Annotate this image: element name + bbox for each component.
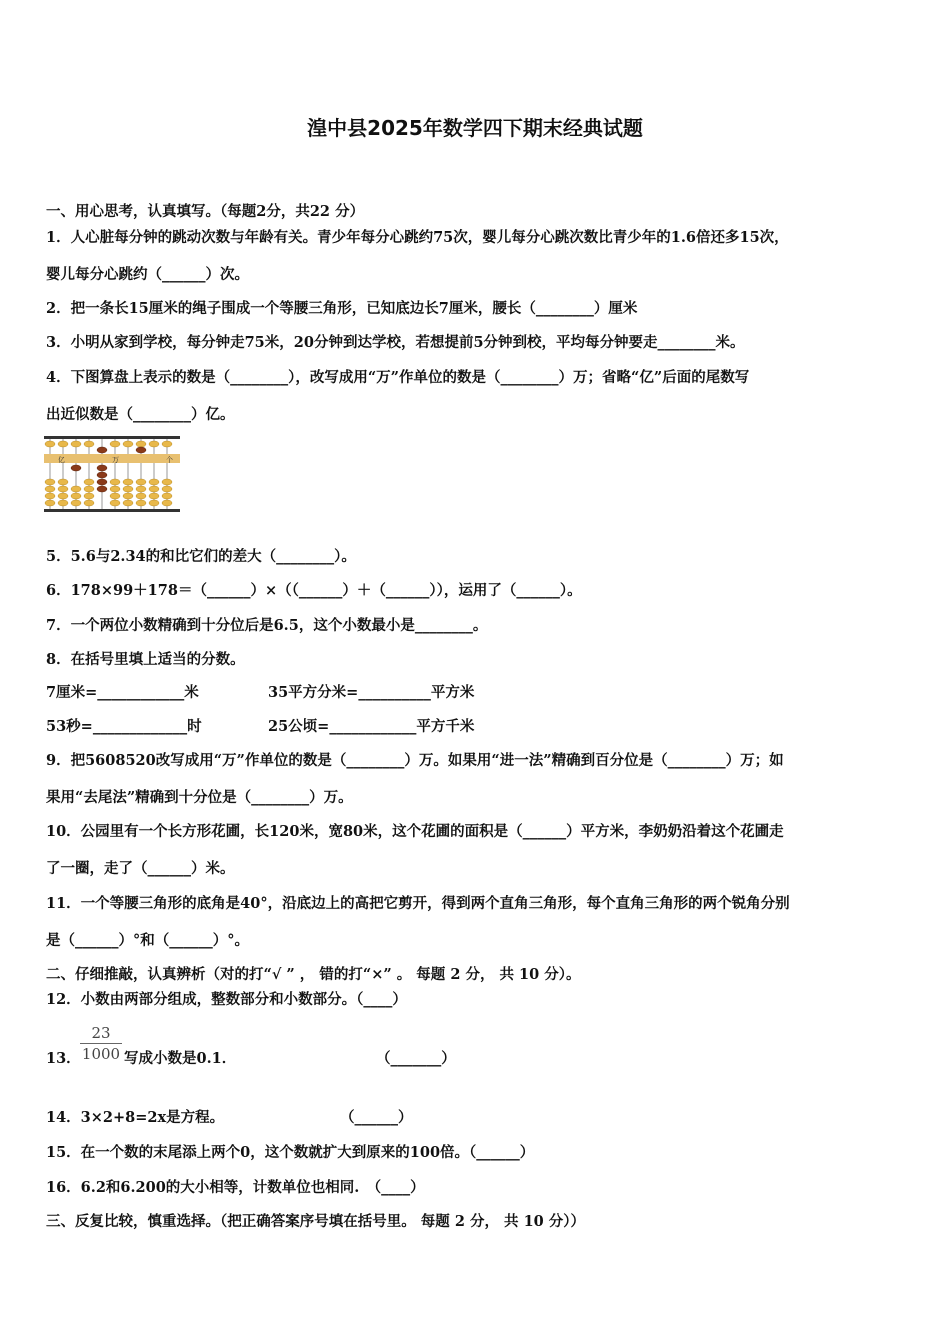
abacus-label-ge: 个	[166, 456, 173, 464]
question-6: 6．178×99＋178＝（______）×（（______）＋（______）），运用了（______）。	[46, 582, 582, 599]
question-1-line-2: 婴儿每分心跳约（______）次。	[46, 266, 249, 283]
question-11-line-1: 11．一个等腰三角形的底角是40°，沿底边上的高把它剪开，得到两个直角三角形，每个直角三角形的两个锐角分别	[46, 895, 790, 912]
section-3-heading: 三、反复比较，慎重选择。（把正确答案序号填在括号里。 每题 2 分， 共 10 分））	[46, 1213, 586, 1230]
page-title: 湟中县2025年数学四下期末经典试题	[307, 116, 643, 140]
section-2-heading: 二、仔细推敲，认真辨析（对的打“√ ” ， 错的打“×” 。 每题 2 分， 共 10 分）。	[46, 966, 581, 983]
abacus-label-wan: 万	[112, 456, 119, 464]
abacus-label-yi: 亿	[58, 456, 65, 464]
question-10-line-1: 10．公园里有一个长方形花圃，长120米，宽80米，这个花圃的面积是（______）平方米，李奶奶沿着这个花圃走	[46, 823, 784, 840]
question-13-text: 写成小数是0.1．	[124, 1050, 237, 1067]
question-9-line-2: 果用“去尾法”精确到十分位是（________）万。	[46, 789, 353, 806]
question-9-line-1: 9．把5608520改写成用“万”作单位的数是（________）万。如果用“进一法”精确到百分位是（________）万；如	[46, 752, 784, 769]
fraction-bar	[80, 1043, 122, 1044]
question-13-answer-blank: （_______）	[376, 1050, 456, 1067]
question-16: 16．6.2和6.200的大小相等，计数单位也相同. （____）	[46, 1179, 425, 1196]
fraction-numerator: 23	[91, 1024, 111, 1042]
question-14-text: 14．3×2+8=2x是方程。	[46, 1109, 225, 1126]
question-1-line-1: 1．人心脏每分钟的跳动次数与年龄有关。青少年每分心跳约75次，婴儿每分心跳次数比青少年的1.6倍还多15次，	[46, 229, 789, 246]
question-8-item-d: 25公顷=____________平方千米	[268, 718, 475, 735]
question-12: 12．小数由两部分组成，整数部分和小数部分。（____）	[46, 991, 407, 1008]
question-8-item-a: 7厘米=____________米	[46, 684, 199, 701]
question-8-item-c: 53秒=_____________时	[46, 718, 202, 735]
question-11-line-2: 是（______）°和（______）°。	[46, 932, 249, 949]
question-4-line-1: 4．下图算盘上表示的数是（________），改写成用“万”作单位的数是（________）万；省略“亿”后面的尾数写	[46, 369, 750, 386]
question-8: 8．在括号里填上适当的分数。	[46, 651, 245, 668]
question-10-line-2: 了一圈，走了（______）米。	[46, 860, 235, 877]
question-4-line-2: 出近似数是（________）亿。	[46, 406, 235, 423]
question-14-answer-blank: （______）	[340, 1109, 413, 1126]
question-5: 5．5.6与2.34的和比它们的差大（________）。	[46, 548, 356, 565]
question-2: 2．把一条长15厘米的绳子围成一个等腰三角形，已知底边长7厘米，腰长（________）厘米	[46, 300, 638, 317]
question-13-fraction	[80, 1024, 122, 1063]
question-8-item-b: 35平方分米=__________平方米	[268, 684, 475, 701]
question-15: 15．在一个数的末尾添上两个0，这个数就扩大到原来的100倍。（______）	[46, 1144, 535, 1161]
question-7: 7．一个两位小数精确到十分位后是6.5，这个小数最小是________。	[46, 617, 488, 634]
question-3: 3．小明从家到学校，每分钟走75米，20分钟到达学校，若想提前5分钟到校，平均每分钟要走________米。	[46, 334, 745, 351]
abacus-image	[44, 436, 180, 512]
question-13-prefix: 13．	[46, 1050, 81, 1067]
fraction-denominator: 1000	[81, 1045, 121, 1063]
section-1-heading: 一、用心思考，认真填写。（每题2分，共22 分）	[46, 203, 365, 220]
